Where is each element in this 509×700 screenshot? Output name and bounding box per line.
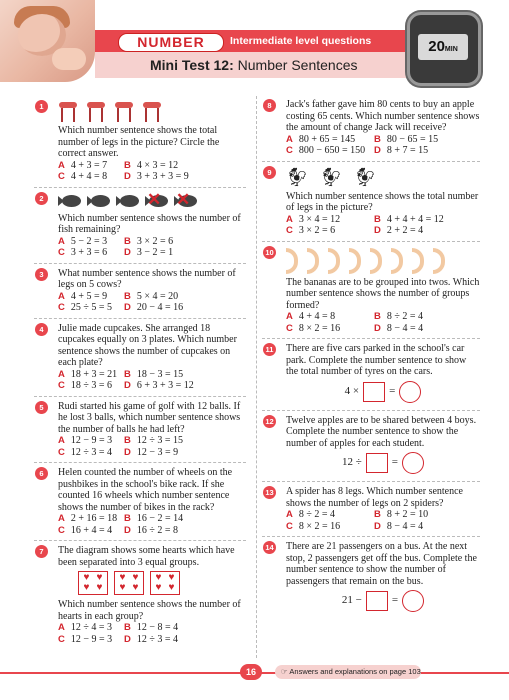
question-text: Helen counted the number of wheels on the pushbikes in the school's bike rack. If she counted 16 wheels which number sentence shows the number of bikes in the rack? xyxy=(58,467,233,513)
subject-label: NUMBER xyxy=(118,33,224,52)
stool-icon xyxy=(142,102,162,122)
question-4 xyxy=(34,323,246,397)
question-text-2: Which number sentence shows the number of hearts in each group? xyxy=(58,599,241,622)
option-b[interactable]: B 18 − 3 = 15 xyxy=(124,368,184,380)
question-number: 3 xyxy=(35,268,48,281)
answer-box[interactable] xyxy=(366,453,388,473)
hearts-diagram xyxy=(78,571,246,595)
option-a[interactable]: A 12 ÷ 4 = 3 xyxy=(58,622,113,633)
question-text: The diagram shows some hearts which have been separated into 3 equal groups. xyxy=(58,545,235,568)
option-a[interactable]: A 18 + 3 = 21 xyxy=(58,368,118,380)
heart-group xyxy=(150,571,180,595)
bird-icon: 🐓︎ xyxy=(320,166,343,187)
option-c[interactable]: C 12 − 9 = 3 xyxy=(58,633,113,645)
option-d[interactable]: D 16 ÷ 2 = 8 xyxy=(124,524,179,536)
question-text: Which number sentence shows the number of fish remaining? xyxy=(58,212,241,235)
question-number: 1 xyxy=(35,100,48,113)
option-a[interactable]: A 12 − 9 = 3 xyxy=(58,435,113,446)
banana-icon xyxy=(391,248,403,274)
option-c[interactable]: C 8 × 2 = 16 xyxy=(286,322,341,334)
option-c[interactable]: C 12 ÷ 3 = 4 xyxy=(58,446,113,458)
option-c[interactable]: C 3 × 2 = 6 xyxy=(286,225,336,236)
heart-icon: ♥ xyxy=(96,572,103,583)
stool-icon xyxy=(114,102,134,122)
birds-picture xyxy=(286,166,480,188)
option-b[interactable]: B 4 × 3 = 12 xyxy=(124,159,179,171)
question-text: There are five cars parked in the school's car park. Complete the number sentence to show the total number of tyres on the cars. xyxy=(286,343,467,377)
heart-icon: ♥ xyxy=(119,582,126,593)
question-text: A spider has 8 legs. Which number sentence shows the number of legs on 2 spiders? xyxy=(286,486,463,509)
right-column xyxy=(262,99,480,623)
question-10 xyxy=(262,246,480,340)
question-text: Which number sentence shows the total number of legs in the picture? Circle the correct answer. xyxy=(58,125,220,159)
banana-icon xyxy=(286,248,298,274)
question-number: 9 xyxy=(263,166,276,179)
option-d[interactable]: D 3 − 2 = 1 xyxy=(124,247,174,258)
answer-box[interactable] xyxy=(363,382,385,402)
question-number: 11 xyxy=(263,343,276,356)
question-8 xyxy=(262,99,480,162)
heart-icon: ♥ xyxy=(168,582,175,593)
answer-circle[interactable] xyxy=(402,452,424,474)
option-d[interactable]: D 6 + 3 + 3 = 12 xyxy=(124,380,194,391)
question-number: 6 xyxy=(35,467,48,480)
heart-icon: ♥ xyxy=(155,572,162,583)
question-number: 2 xyxy=(35,192,48,205)
option-d[interactable]: D 12 − 3 = 9 xyxy=(124,446,179,458)
fish-crossed-icon: ✕ xyxy=(145,192,171,210)
option-c[interactable]: C 8 × 2 = 16 xyxy=(286,520,341,532)
answers-link[interactable]: ☞ Answers and explanations on page 103 xyxy=(275,665,421,679)
question-number: 4 xyxy=(35,323,48,336)
heart-icon: ♥ xyxy=(132,582,139,593)
question-12 xyxy=(262,415,480,483)
question-5 xyxy=(34,401,246,464)
option-d[interactable]: D 2 + 2 = 4 xyxy=(374,225,424,236)
question-7 xyxy=(34,545,246,649)
question-text: The bananas are to be grouped into twos. Which number sentence shows the number of groups formed? xyxy=(286,276,480,311)
option-a[interactable]: A 4 + 4 = 8 xyxy=(286,311,336,322)
answer-circle[interactable] xyxy=(399,381,421,403)
option-a[interactable]: A 3 × 4 = 12 xyxy=(286,213,341,225)
timer-unit: MIN xyxy=(444,46,458,53)
question-text: There are 21 passengers on a bus. At the next stop, 2 passengers get off the bus. Complete the number sentence to show the number of passengers that remain on the bus. xyxy=(286,541,477,587)
question-number: 5 xyxy=(35,401,48,414)
option-c[interactable]: C 25 ÷ 5 = 5 xyxy=(58,302,113,313)
stool-icon xyxy=(58,102,78,122)
page-title: Mini Test 12: Number Sentences xyxy=(150,57,358,73)
option-b[interactable]: B 12 ÷ 3 = 15 xyxy=(124,435,184,446)
option-d[interactable]: D 8 + 7 = 15 xyxy=(374,145,429,156)
question-14 xyxy=(262,541,480,619)
pointing-hand-icon: ☞ xyxy=(281,667,290,676)
option-c[interactable]: C 3 + 3 = 6 xyxy=(58,247,108,258)
fish-icon xyxy=(116,192,142,210)
left-column xyxy=(34,99,246,653)
heart-icon: ♥ xyxy=(96,582,103,593)
bird-icon: 🐓︎ xyxy=(286,166,309,187)
question-13 xyxy=(262,486,480,537)
heart-icon: ♥ xyxy=(168,572,175,583)
question-number: 12 xyxy=(263,415,276,428)
timer-icon xyxy=(407,12,481,86)
question-1 xyxy=(34,100,246,188)
option-a[interactable]: A 4 + 3 = 7 xyxy=(58,159,108,171)
answer-box[interactable] xyxy=(366,591,388,611)
question-text: Julie made cupcakes. She arranged 18 cupcakes equally on 3 plates. Which number sentence shows the number of cupcakes on each plate? xyxy=(58,322,237,368)
question-number: 10 xyxy=(263,246,276,259)
page-number: 16 xyxy=(240,664,262,680)
fish-crossed-icon: ✕ xyxy=(174,192,200,210)
option-a[interactable]: A 2 + 16 = 18 xyxy=(58,513,118,524)
option-c[interactable]: C 800 − 650 = 150 xyxy=(286,145,366,156)
question-11 xyxy=(262,343,480,411)
option-b[interactable]: B 5 × 4 = 20 xyxy=(124,290,179,302)
timer-value: 20 xyxy=(428,38,445,55)
option-b[interactable]: B 4 + 4 + 4 = 12 xyxy=(374,213,444,225)
heart-group xyxy=(78,571,108,595)
question-9 xyxy=(262,166,480,242)
option-c[interactable]: C 18 ÷ 3 = 6 xyxy=(58,380,113,391)
option-b[interactable]: B 3 × 2 = 6 xyxy=(124,235,174,247)
option-a[interactable]: A 8 ÷ 2 = 4 xyxy=(286,509,336,520)
question-number: 8 xyxy=(263,99,276,112)
fish-icon xyxy=(87,192,113,210)
option-d[interactable]: D 20 − 4 = 16 xyxy=(124,302,184,313)
heart-icon: ♥ xyxy=(83,572,90,583)
option-a[interactable]: A 5 − 2 = 3 xyxy=(58,235,108,247)
option-d[interactable]: D 8 − 4 = 4 xyxy=(374,322,424,334)
number-sentence: 4 × = xyxy=(286,381,480,403)
option-d[interactable]: D 12 ÷ 3 = 4 xyxy=(124,633,179,645)
banana-icon xyxy=(349,248,361,274)
heart-icon: ♥ xyxy=(155,582,162,593)
banana-icon xyxy=(307,248,319,274)
bananas-picture xyxy=(286,246,480,274)
question-number: 13 xyxy=(263,486,276,499)
option-c[interactable]: C 4 + 4 = 8 xyxy=(58,171,108,182)
option-a[interactable]: A 4 + 5 = 9 xyxy=(58,290,108,302)
answer-circle[interactable] xyxy=(402,590,424,612)
heart-group xyxy=(114,571,144,595)
banana-icon xyxy=(370,248,382,274)
option-b[interactable]: B 80 − 65 = 15 xyxy=(374,133,439,145)
number-sentence: 12 ÷ = xyxy=(286,452,480,474)
stools-picture xyxy=(58,100,246,122)
question-text: Rudi started his game of golf with 12 balls. If he lost 3 balls, which number sentence shows the number of balls he had left? xyxy=(58,400,241,435)
question-text: What number sentence shows the number of legs on 5 cows? xyxy=(58,267,236,290)
number-sentence: 21 − = xyxy=(286,590,480,612)
question-text: Twelve apples are to be shared between 4 boys. Complete the number sentence to show the number of apples for each student. xyxy=(286,414,477,449)
question-text: Which number sentence shows the total number of legs in the picture? xyxy=(286,190,479,213)
banana-icon xyxy=(412,248,424,274)
question-text: Jack's father gave him 80 cents to buy an apple costing 65 cents. Which number sentence shows the amount of change Jack will receive? xyxy=(286,99,480,133)
column-divider xyxy=(256,96,257,658)
option-c[interactable]: C 16 + 4 = 4 xyxy=(58,524,113,536)
option-b[interactable]: B 8 ÷ 2 = 4 xyxy=(374,311,424,322)
heart-icon: ♥ xyxy=(132,572,139,583)
banana-icon xyxy=(433,248,445,274)
option-b[interactable]: B 16 − 2 = 14 xyxy=(124,513,184,524)
fish-icon xyxy=(58,192,84,210)
fish-picture xyxy=(58,189,246,210)
question-2 xyxy=(34,189,246,264)
question-3 xyxy=(34,268,246,319)
option-d[interactable]: D 8 − 4 = 4 xyxy=(374,520,424,532)
heart-icon: ♥ xyxy=(119,572,126,583)
option-b[interactable]: B 8 + 2 = 10 xyxy=(374,509,429,520)
header-photo xyxy=(0,0,95,82)
banana-icon xyxy=(328,248,340,274)
level-label: Intermediate level questions xyxy=(230,35,372,47)
heart-icon: ♥ xyxy=(83,582,90,593)
stool-icon xyxy=(86,102,106,122)
page-header xyxy=(0,0,509,86)
question-number: 7 xyxy=(35,545,48,558)
option-b[interactable]: B 12 − 8 = 4 xyxy=(124,622,179,633)
bird-icon: 🐓︎ xyxy=(354,166,377,187)
option-d[interactable]: D 3 + 3 + 3 = 9 xyxy=(124,171,189,182)
question-number: 14 xyxy=(263,541,276,554)
option-a[interactable]: A 80 + 65 = 145 xyxy=(286,133,356,145)
question-6 xyxy=(34,467,246,541)
page-footer xyxy=(0,662,509,686)
